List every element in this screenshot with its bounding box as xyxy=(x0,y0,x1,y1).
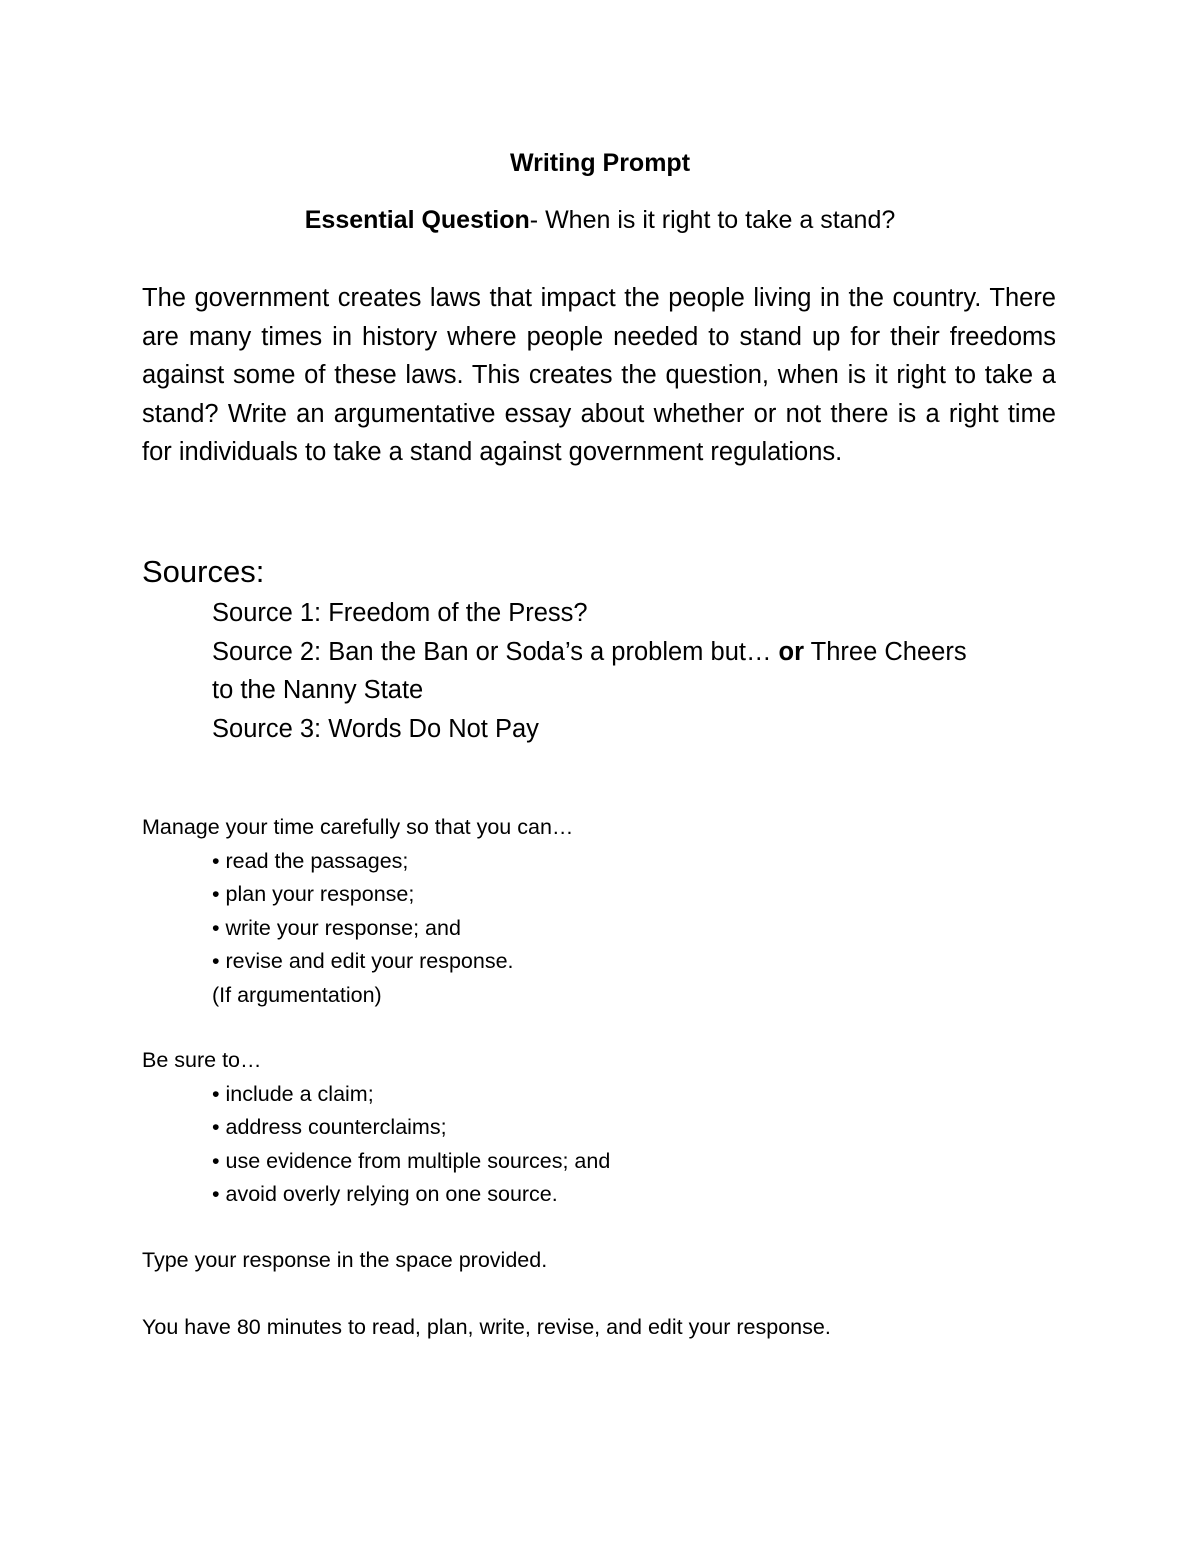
time-limit-instruction: You have 80 minutes to read, plan, write, revise, and edit your response. xyxy=(142,1315,831,1339)
be-sure-section xyxy=(142,1044,1092,1212)
intro-paragraph: The government creates laws that impact the people living in the country. There are many times in history where people needed to stand up for their freedoms against some of these laws. This creates the question, when is it right to take a stand? Write an argumentative essay about whether or not there is a right time for individuals to take a stand against government regulations. xyxy=(142,284,1056,467)
source-2-part2: Three Cheers xyxy=(804,637,967,666)
page-title: Writing Prompt xyxy=(509,149,691,177)
essential-question xyxy=(0,203,1200,237)
source-3: Source 3: Words Do Not Pay xyxy=(212,714,539,743)
source-1: Source 1: Freedom of the Press? xyxy=(212,599,588,627)
be-sure-item: • include a claim; xyxy=(212,1081,374,1106)
manage-time-item: • revise and edit your response. xyxy=(212,949,514,974)
source-2-part1: Source 2: Ban the Ban or Soda’s a problem but… xyxy=(212,637,779,666)
manage-time-item: • read the passages; xyxy=(212,848,409,873)
manage-time-lead: Manage your time carefully so that you can… xyxy=(142,815,574,839)
be-sure-lead: Be sure to… xyxy=(142,1048,262,1072)
essential-question-text: - When is it right to take a stand? xyxy=(529,206,896,234)
source-2-or: or xyxy=(778,637,805,666)
sources-heading: Sources: xyxy=(142,554,265,589)
manage-time-item: • write your response; and xyxy=(212,915,461,940)
type-response-instruction: Type your response in the space provided. xyxy=(142,1248,548,1272)
source-2 xyxy=(212,633,1052,672)
source-2-line2: to the Nanny State xyxy=(212,676,424,705)
manage-time-note: (If argumentation) xyxy=(212,982,382,1007)
manage-time-item: • plan your response; xyxy=(212,882,415,907)
be-sure-item: • use evidence from multiple sources; and xyxy=(212,1148,611,1173)
sources-list xyxy=(212,594,1052,748)
essential-question-label: Essential Question xyxy=(304,206,530,234)
be-sure-item: • address counterclaims; xyxy=(212,1115,447,1140)
manage-time-section xyxy=(142,811,1092,1013)
be-sure-item: • avoid overly relying on one source. xyxy=(212,1182,558,1207)
